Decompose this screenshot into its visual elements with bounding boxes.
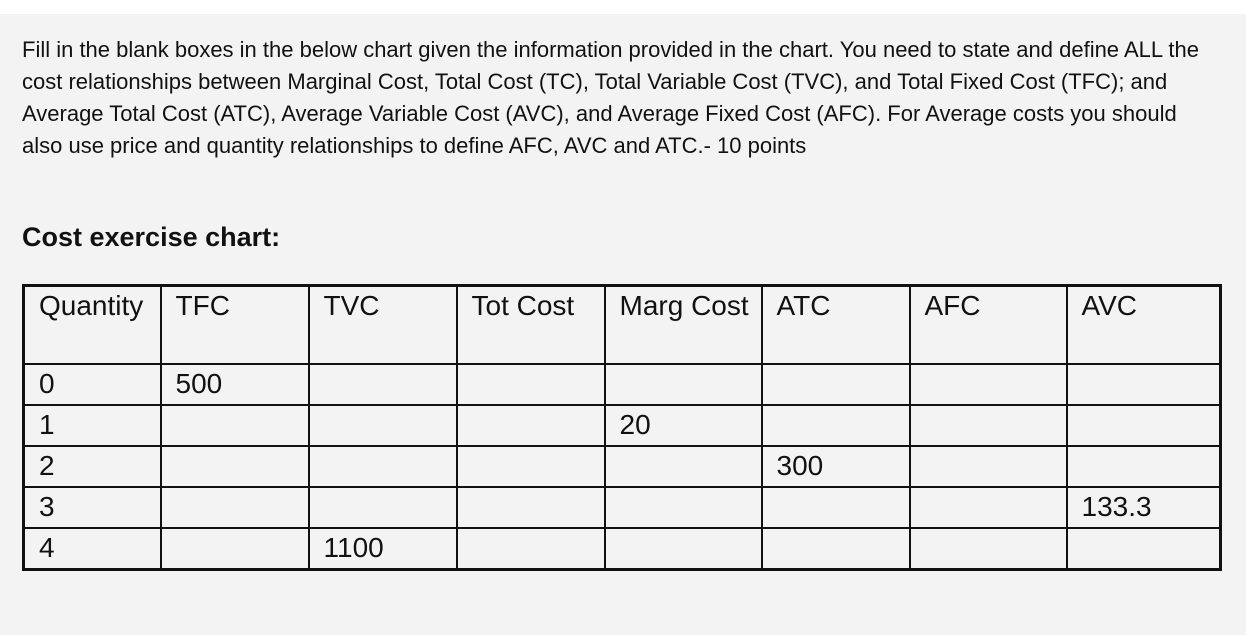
- cell-atc: [762, 528, 910, 570]
- header-avc: AVC: [1067, 286, 1221, 365]
- header-tfc: TFC: [161, 286, 309, 365]
- cell-afc: [910, 528, 1067, 570]
- cost-table: [22, 284, 1222, 571]
- cell-avc: [1067, 446, 1221, 487]
- cell-quantity: 0: [24, 364, 161, 405]
- header-tot-cost: Tot Cost: [457, 286, 605, 365]
- cell-tvc: [309, 405, 457, 446]
- table-row: [24, 487, 1221, 528]
- cell-avc: [1067, 364, 1221, 405]
- cell-tfc: [161, 528, 309, 570]
- cell-marg-cost: [605, 446, 762, 487]
- instructions-text: Fill in the blank boxes in the below chart given the information provided in the chart. You need to state and define ALL the cost relationships between Marginal Cost, Total Cost (TC), Total Variable Cost (TVC), and Total Fixed Cost (TFC); and Average Total Cost (ATC), Average Variable Cost (AVC), and Average Fixed Cost (AFC). For Average costs you should also use price and quantity relationships to define AFC, AVC and ATC.- 10 points: [22, 37, 1199, 158]
- header-tvc: TVC: [309, 286, 457, 365]
- cell-tfc: 500: [161, 364, 309, 405]
- cell-avc: [1067, 528, 1221, 570]
- table-row: [24, 528, 1221, 570]
- cell-tvc: [309, 487, 457, 528]
- cell-afc: [910, 364, 1067, 405]
- cell-tfc: [161, 446, 309, 487]
- cell-marg-cost: 20: [605, 405, 762, 446]
- cell-marg-cost: [605, 528, 762, 570]
- cell-tvc: 1100: [309, 528, 457, 570]
- cell-atc: [762, 487, 910, 528]
- cell-atc: 300: [762, 446, 910, 487]
- cell-avc: [1067, 405, 1221, 446]
- cell-atc: [762, 364, 910, 405]
- table-row: [24, 364, 1221, 405]
- cell-tot-cost: [457, 446, 605, 487]
- cell-marg-cost: [605, 364, 762, 405]
- header-atc: ATC: [762, 286, 910, 365]
- cell-tot-cost: [457, 405, 605, 446]
- cell-avc: 133.3: [1067, 487, 1221, 528]
- cell-tfc: [161, 487, 309, 528]
- cell-marg-cost: [605, 487, 762, 528]
- table-row: [24, 405, 1221, 446]
- cell-afc: [910, 446, 1067, 487]
- cell-quantity: 3: [24, 487, 161, 528]
- header-marg-cost: Marg Cost: [605, 286, 762, 365]
- table-header-row: [24, 286, 1221, 365]
- chart-title: Cost exercise chart:: [22, 222, 281, 252]
- cell-tot-cost: [457, 364, 605, 405]
- cell-atc: [762, 405, 910, 446]
- cell-quantity: 2: [24, 446, 161, 487]
- cell-quantity: 4: [24, 528, 161, 570]
- cell-afc: [910, 405, 1067, 446]
- cell-tfc: [161, 405, 309, 446]
- cell-tvc: [309, 446, 457, 487]
- header-afc: AFC: [910, 286, 1067, 365]
- question-panel: [0, 14, 1246, 635]
- cell-tvc: [309, 364, 457, 405]
- cell-tot-cost: [457, 528, 605, 570]
- cell-afc: [910, 487, 1067, 528]
- table-row: [24, 446, 1221, 487]
- header-quantity: Quantity: [24, 286, 161, 365]
- cell-quantity: 1: [24, 405, 161, 446]
- cell-tot-cost: [457, 487, 605, 528]
